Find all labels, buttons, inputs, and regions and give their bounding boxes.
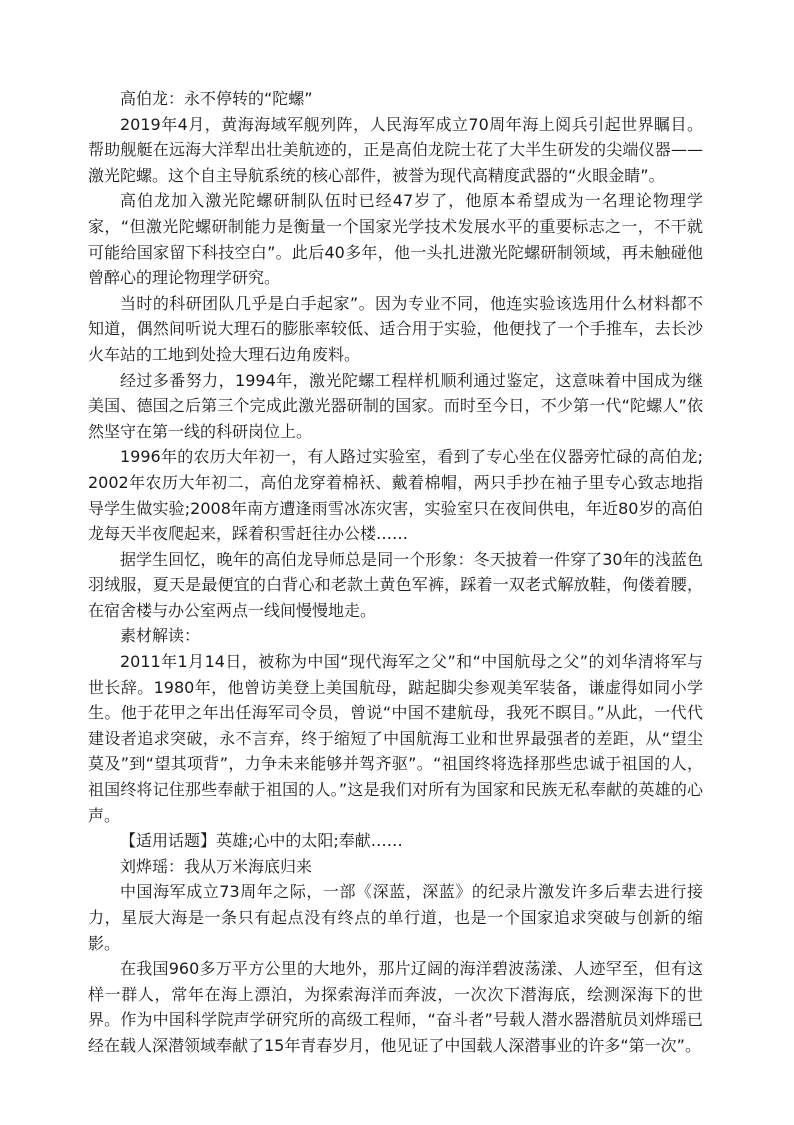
section-title-gao-bolong: 高伯龙：永不停转的“陀螺” xyxy=(120,89,313,108)
paragraph: 高伯龙加入激光陀螺研制队伍时已经47岁了，他原本希望成为一名理论物理学家，“但激光陀螺研制能力是衡量一个国家光学技术发展水平的重要标志之一，不干就可能给国家留下科技空白”。此后40多年，他一头扎进激光陀螺研制领域，再未触碰他曾醉心的理论物理学研究。 xyxy=(88,191,703,288)
paragraph: 2011年1月14日，被称为中国“现代海军之父”和“中国航母之父”的刘华清将军与世长辞。1980年，他曾访美登上美国航母，踮起脚尖参观美军装备，谦虚得如同小学生。他于花甲之年出任海军司令员，曾说“中国不建航母，我死不瞑目。”从此，一代代建设者追求突破，永不言弃，终于缩短了中国航海工业和世界最强者的差距，从“望尘莫及”到“望其项背”，力争未来能够并驾齐驱”。“祖国终将选择那些忠诚于祖国的人，祖国终将记住那些奉献于祖国的人。”这是我们对所有为国家和民族无私奉献的英雄的心声。 xyxy=(88,652,703,825)
paragraph: 在我国960多万平方公里的大地外，那片辽阔的海洋碧波荡漾、人迹罕至，但有这样一群人，常年在海上漂泊，为探索海洋而奔波，一次次下潜海底，绘测深海下的世界。作为中国科学院声学研究所的高级工程师，“奋斗者”号载人潜水器潜航员刘烨瑶已经在载人深潜领域奉献了15年青春岁月，他见证了中国载人深潜事业的许多“第一次”。 xyxy=(88,959,703,1055)
paragraph: 中国海军成立73周年之际，一部《深蓝，深蓝》的纪录片激发许多后辈去进行接力，星辰大海是一条只有起点没有终点的单行道，也是一个国家追求突破与创新的缩影。 xyxy=(88,882,703,953)
section-title-liu-yeyao: 刘烨瑶：我从万米海底归来 xyxy=(120,856,313,876)
document-page xyxy=(88,86,703,1059)
paragraph: 经过多番努力，1994年，激光陀螺工程样机顺利通过鉴定，这意味着中国成为继美国、德国之后第三个完成此激光器研制的国家。而时至今日，不少第一代“陀螺人”依然坚守在第一线的科研岗位上。 xyxy=(88,370,703,441)
paragraph: 2019年4月，黄海海域军舰列阵，人民海军成立70周年海上阅兵引起世界瞩目。帮助舰艇在远海大洋犁出壮美航迹的，正是高伯龙院士花了大半生研发的尖端仪器——激光陀螺。这个自主导航系统的核心部件，被誉为现代高精度武器的“火眼金睛”。 xyxy=(88,114,703,185)
paragraph: 据学生回忆，晚年的高伯龙导师总是同一个形象：冬天披着一件穿了30年的浅蓝色羽绒服，夏天是最便宜的白背心和老款土黄色军裤，踩着一双老式解放鞋，佝偻着腰，在宿舍楼与办公室两点一线间慢慢地走。 xyxy=(88,549,703,620)
paragraph: 1996年的农历大年初一，有人路过实验室，看到了专心坐在仪器旁忙碌的高伯龙;2002年农历大年初二，高伯龙穿着棉袄、戴着棉帽，两只手抄在袖子里专心致志地指导学生做实验;2008年南方遭逢雨雪冰冻灾害，实验室只在夜间供电，年近80岁的高伯龙每天半夜爬起来，踩着积雪赶往办公楼…… xyxy=(88,447,703,544)
applicable-topics: 【适用话题】英雄;心中的太阳;奉献…… xyxy=(120,831,403,851)
material-interpretation-label: 素材解读： xyxy=(120,626,201,646)
paragraph: 当时的科研团队几乎是白手起家”。因为专业不同，他连实验该选用什么材料都不知道，偶然间听说大理石的膨胀率较低、适合用于实验，他便找了一个手推车，去长沙火车站的工地到处捡大理石边角废料。 xyxy=(88,293,703,364)
